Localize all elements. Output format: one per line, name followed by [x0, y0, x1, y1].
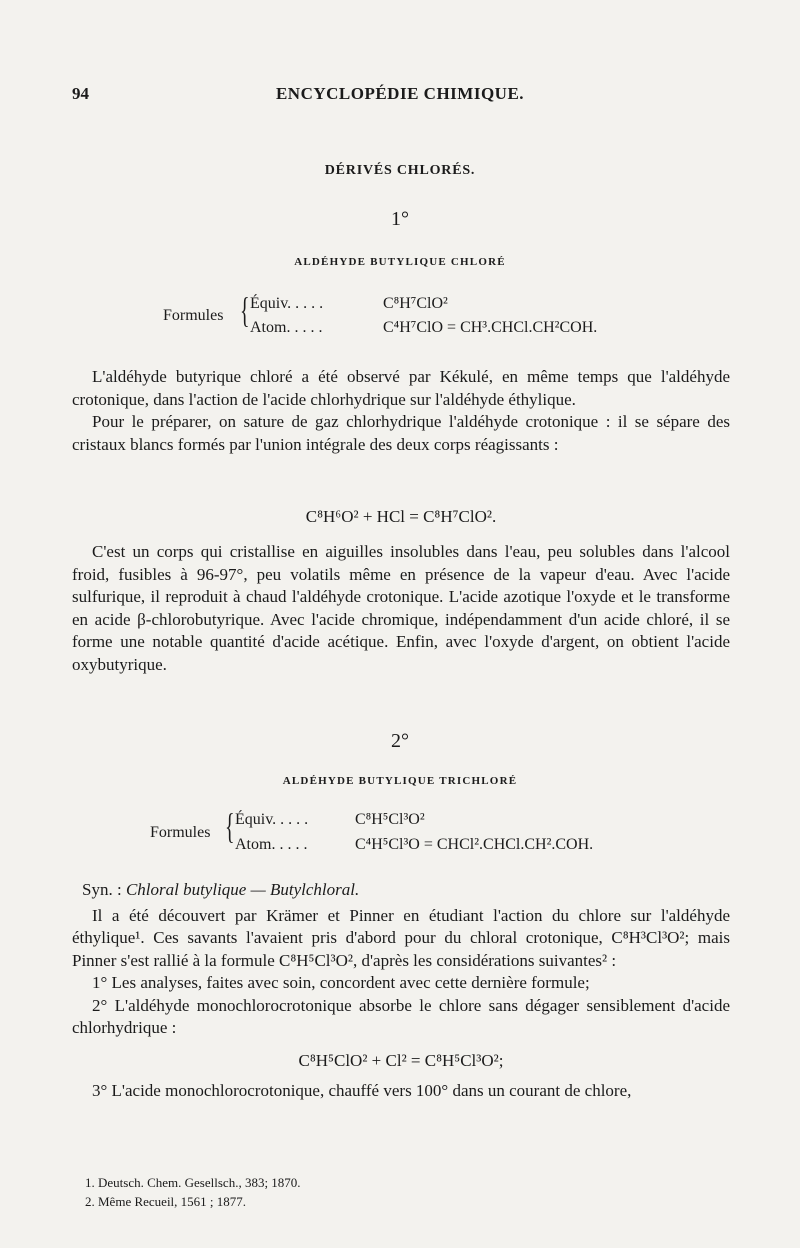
point-1: 1° Les analyses, faites avec soin, concordent avec cette dernière formule;	[92, 973, 590, 992]
formula-atom: C⁴H⁵Cl³O = CHCl².CHCl.CH².COH.	[355, 836, 594, 853]
point-2: 2° L'aldéhyde monochlorocrotonique absorbe le chlore sans dégager sensiblement d'acide chlorhydrique :	[72, 995, 730, 1037]
syn-label: Syn. :	[82, 880, 122, 899]
part1-text	[72, 366, 730, 456]
synonyms	[72, 879, 730, 902]
formula-kind-equiv: Équiv. . . . .	[250, 295, 324, 312]
running-title: ENCYCLOPÉDIE CHIMIQUE.	[275, 84, 525, 103]
part1-formulas	[0, 288, 800, 348]
part1-number: 1°	[391, 208, 409, 230]
part2-number: 2°	[391, 730, 409, 752]
formula-kind-equiv: Équiv. . . . .	[235, 811, 309, 828]
paragraph: C'est un corps qui cristallise en aiguilles insolubles dans l'eau, peu solubles dans l'alcool froid, fusibles à 96-97°, peu volatils même en présence de la vapeur d'eau. Avec l'acide sulfurique, il reproduit à chaud l'aldéhyde crotonique. L'acide azotique l'oxyde et le transforme en acide β-chlorobutyrique. Avec l'acide chromique, indépendamment d'un acide chloré, il se forme une notable quantité d'acide acétique. Enfin, avec l'oxyde d'argent, on obtient l'acide oxybutyrique.	[72, 542, 730, 674]
part1-title: ALDÉHYDE BUTYLIQUE CHLORÉ	[294, 256, 506, 268]
formula-equiv: C⁸H⁷ClO²	[383, 295, 448, 312]
formula-kind-atom: Atom. . . . .	[250, 319, 323, 336]
part2-title: ALDÉHYDE BUTYLIQUE TRICHLORÉ	[282, 775, 518, 787]
equation: C⁸H⁵ClO² + Cl² = C⁸H⁵Cl³O²;	[298, 1050, 504, 1070]
section-title: DÉRIVÉS CHLORÉS.	[324, 163, 476, 178]
part2-formulas	[0, 806, 800, 866]
paragraph: Pour le préparer, on sature de gaz chlorhydrique l'aldéhyde crotonique : il se sépare des cristaux blancs formés par l'union intégrale des deux corps réagissants :	[72, 412, 730, 454]
footnotes	[85, 1173, 301, 1211]
formulas-label: Formules	[150, 824, 211, 841]
page-number: 94	[72, 84, 89, 103]
part2-text	[72, 879, 730, 1103]
part1-paragraph3	[72, 541, 730, 676]
equation: C⁸H⁶O² + HCl = C⁸H⁷ClO².	[305, 507, 497, 526]
brace: {	[240, 290, 250, 330]
point-3: 3° L'acide monochlorocrotonique, chauffé vers 100° dans un courant de chlore,	[92, 1081, 632, 1100]
footnote: 2. Même Recueil, 1561 ; 1877.	[85, 1194, 247, 1209]
formula-equiv: C⁸H⁵Cl³O²	[355, 811, 425, 828]
formula-kind-atom: Atom. . . . .	[235, 836, 308, 853]
syn-text: Chloral butylique — Butylchloral.	[125, 880, 360, 899]
formulas-label: Formules	[163, 307, 224, 324]
paragraph: Il a été découvert par Krämer et Pinner en étudiant l'action du chlore sur l'aldéhyde éthylique¹. Ces savants l'avaient pris d'abord pour du chloral crotonique, C⁸H³Cl³O²; mais Pinner s'est rallié à la formule C⁸H⁵Cl³O², d'après les considérations suivantes² :	[72, 905, 730, 970]
paragraph: L'aldéhyde butyrique chloré a été observé par Kékulé, en même temps que l'aldéhyde crotonique, dans l'action de l'acide chlorhydrique sur l'aldéhyde éthylique.	[72, 367, 730, 409]
formula-atom: C⁴H⁷ClO = CH³.CHCl.CH²COH.	[383, 319, 598, 336]
footnote: 1. Deutsch. Chem. Gesellsch., 383; 1870.	[85, 1175, 301, 1190]
brace: {	[225, 806, 235, 846]
